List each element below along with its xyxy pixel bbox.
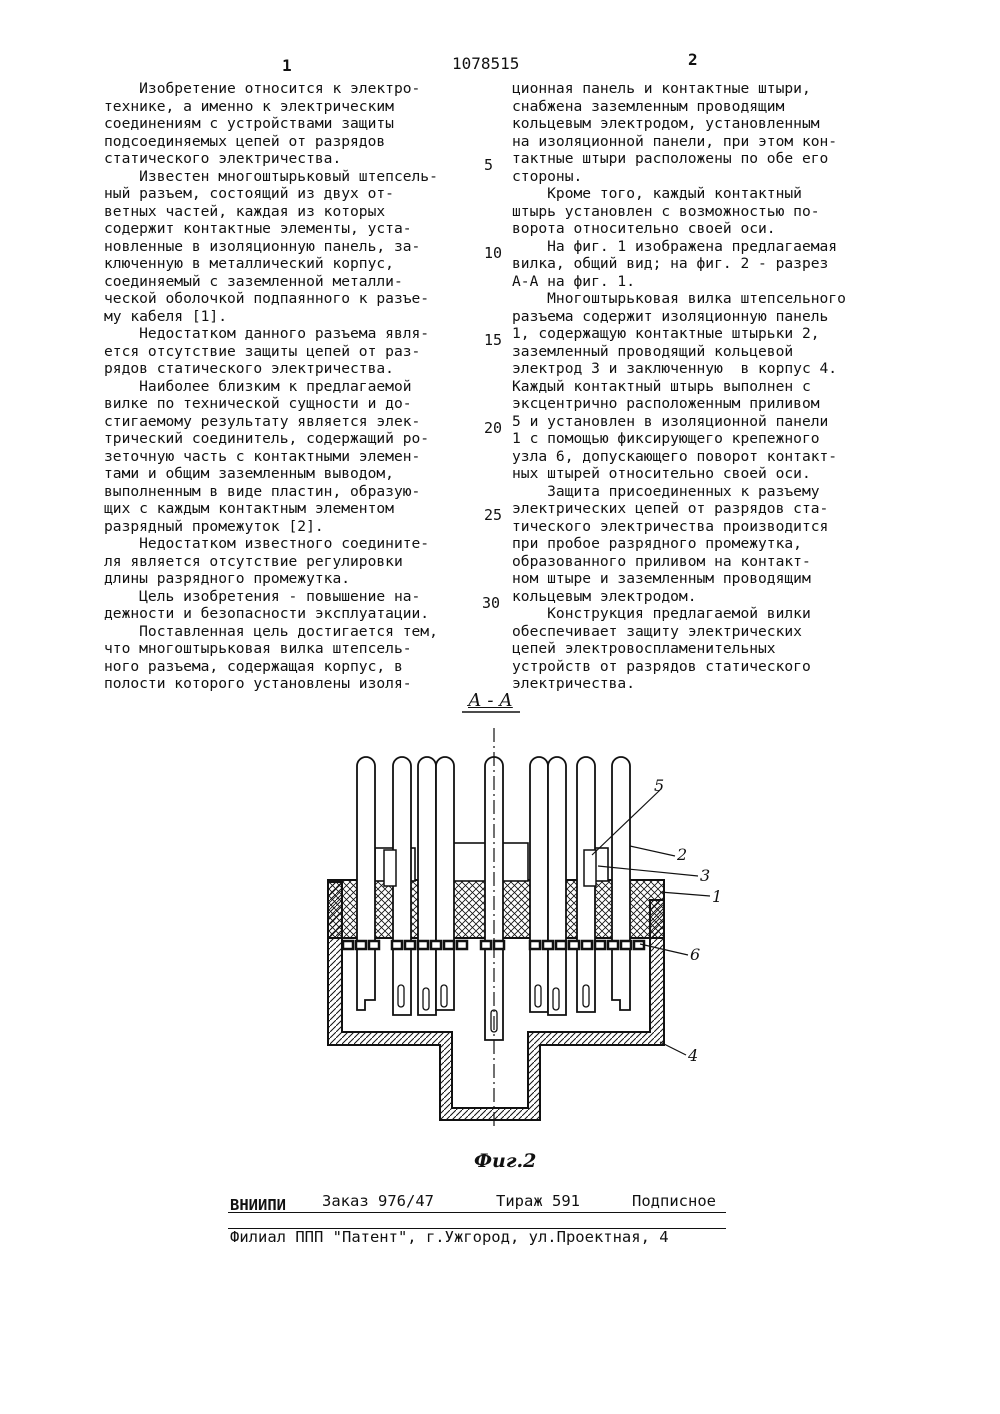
left-column-line: ного разъема, содержащая корпус, в	[104, 657, 403, 675]
right-column-line: электрических цепей от разрядов ста-	[512, 500, 829, 517]
callout-6: 6	[690, 945, 701, 964]
left-column-line: трический соединитель, содержащий ро-	[104, 430, 430, 447]
right-column-line: Кроме того, каждый контактный	[512, 185, 802, 202]
left-column-line: технике, а именно к электрическим	[104, 97, 394, 115]
footer-org: ВНИИПИ	[230, 1196, 286, 1214]
callout-5: 5	[654, 776, 665, 795]
figure-caption: Фиг.2	[474, 1150, 537, 1172]
left-column-line: Изобретение относится к электро-	[104, 80, 421, 97]
left-column-line: соединениям с устройствами защиты	[104, 115, 394, 132]
footer-rule-top	[228, 1212, 726, 1213]
right-column-line: Конструкция предлагаемой вилки	[512, 605, 811, 622]
right-column-line: кольцевым электродом.	[512, 587, 697, 605]
left-column-line: ческой оболочкой подпаянного к разъе-	[104, 290, 430, 307]
left-column-line: Известен многоштырьковый штепсель-	[104, 167, 438, 185]
right-column-line: устройств от разрядов статического	[512, 657, 811, 675]
left-column-line: ключенную в металлический корпус,	[104, 255, 394, 272]
right-column-line: вилка, общий вид; на фиг. 2 - разрез	[512, 255, 829, 272]
right-column-line: 5 и установлен в изоляционной панели	[512, 412, 829, 430]
right-column-line: тического электричества производится	[512, 517, 829, 535]
left-column-line: что многоштырьковая вилка штепсель-	[104, 640, 412, 657]
right-column-line: На фиг. 1 изображена предлагаемая	[512, 237, 838, 255]
left-column-line: му кабеля [1].	[104, 307, 228, 325]
left-column-line: выполненным в виде пластин, образую-	[104, 482, 421, 500]
left-column-line: новленные в изоляционную панель, за-	[104, 237, 421, 255]
line-number: 10	[484, 243, 503, 262]
right-column-line: Каждый контактный штырь выполнен с	[512, 377, 811, 395]
left-column-line: длины разрядного промежутка.	[104, 570, 351, 587]
right-column-line: при пробое разрядного промежутка,	[512, 535, 802, 552]
right-column-line: снабжена заземленным проводящим	[512, 97, 785, 115]
left-column-line: Цель изобретения - повышение на-	[104, 587, 421, 605]
left-column-line: ля является отсутствие регулировки	[104, 552, 403, 570]
left-column-line: стигаемому результату является элек-	[104, 412, 421, 430]
footer-subscription: Подписное	[632, 1192, 716, 1210]
right-page-number: 2	[688, 50, 698, 69]
left-column-line: Наиболее близким к предлагаемой	[104, 377, 412, 395]
right-column-line: цепей электровоспламенительных	[512, 640, 776, 657]
right-column-line: обеспечивает защиту электрических	[512, 622, 802, 640]
right-column-line: А-А на фиг. 1.	[512, 272, 636, 290]
right-column-line: ных штырей относительно своей оси.	[512, 465, 811, 482]
callout-4: 4	[688, 1046, 699, 1065]
left-page-number: 1	[282, 56, 292, 75]
right-column-line: ционная панель и контактные штыри,	[512, 80, 811, 97]
line-number: 5	[484, 156, 494, 174]
patent-number: 1078515	[452, 54, 520, 73]
right-column-line: Защита присоединенных к разъему	[512, 482, 820, 500]
right-column-line: 1 с помощью фиксирующего крепежного	[512, 430, 820, 447]
right-column-line: кольцевым электродом, установленным	[512, 115, 820, 132]
footer-branch: Филиал ППП "Патент", г.Ужгород, ул.Проектная, 4	[230, 1228, 669, 1246]
left-column-line: статического электричества.	[104, 150, 342, 167]
right-column-line: эксцентрично расположенным приливом	[512, 395, 820, 412]
left-column-line: разрядный промежуток [2].	[104, 517, 324, 535]
callout-2: 2	[677, 845, 688, 864]
line-number: 15	[484, 331, 503, 349]
footer-circulation: Тираж 591	[496, 1192, 580, 1210]
right-column-line: Многоштырьковая вилка штепсельного	[512, 290, 846, 307]
left-column-line: вилке по технической сущности и до-	[104, 395, 412, 412]
right-column-line: стороны.	[512, 167, 583, 185]
right-column-line: узла 6, допускающего поворот контакт-	[512, 447, 838, 465]
right-column-line: 1, содержащую контактные штырьки 2,	[512, 325, 820, 342]
left-column-line: тами и общим заземленным выводом,	[104, 465, 394, 482]
line-number: 30	[482, 593, 501, 612]
left-column-line: рядов статического электричества.	[104, 360, 394, 377]
callout-1: 1	[712, 887, 723, 906]
right-column-line: электрод 3 и заключенную в корпус 4.	[512, 360, 838, 377]
right-column-line: разъема содержит изоляционную панель	[512, 307, 829, 325]
right-column-line: тактные штыри расположены по обе его	[512, 150, 829, 167]
line-number: 25	[484, 506, 503, 524]
left-column-line: Поставленная цель достигается тем,	[104, 622, 438, 640]
right-column-line: ном штыре и заземленным проводящим	[512, 570, 811, 587]
left-column-line: Недостатком известного соедините-	[104, 535, 430, 552]
right-column-line: образованного приливом на контакт-	[512, 552, 811, 570]
left-column-line: ветных частей, каждая из которых	[104, 202, 386, 220]
right-column-line: ворота относительно своей оси.	[512, 220, 776, 237]
left-column-line: ный разъем, состоящий из двух от-	[104, 185, 394, 202]
callout-3: 3	[700, 866, 711, 885]
right-column-line: штырь установлен с возможностью по-	[512, 202, 820, 220]
footer-order: Заказ 976/47	[322, 1192, 434, 1210]
section-label: А - А	[468, 690, 513, 711]
left-column-line: Недостатком данного разъема явля-	[104, 325, 430, 342]
right-column-line: электричества.	[512, 675, 636, 692]
left-column-line: ется отсутствие защиты цепей от раз-	[104, 342, 421, 360]
left-column-line: содержит контактные элементы, уста-	[104, 220, 412, 237]
line-number: 20	[484, 418, 503, 437]
right-column-line: на изоляционной панели, при этом кон-	[512, 132, 838, 150]
left-column-line: подсоединяемых цепей от разрядов	[104, 132, 386, 150]
left-column-line: дежности и безопасности эксплуатации.	[104, 605, 430, 622]
left-column-line: соединяемый с заземленной металли-	[104, 272, 403, 290]
left-column-line: щих с каждым контактным элементом	[104, 500, 394, 517]
right-column-line: заземленный проводящий кольцевой	[512, 342, 794, 360]
left-column-line: зеточную часть с контактными элемен-	[104, 447, 421, 465]
left-column-line: полости которого установлены изоля-	[104, 675, 412, 692]
